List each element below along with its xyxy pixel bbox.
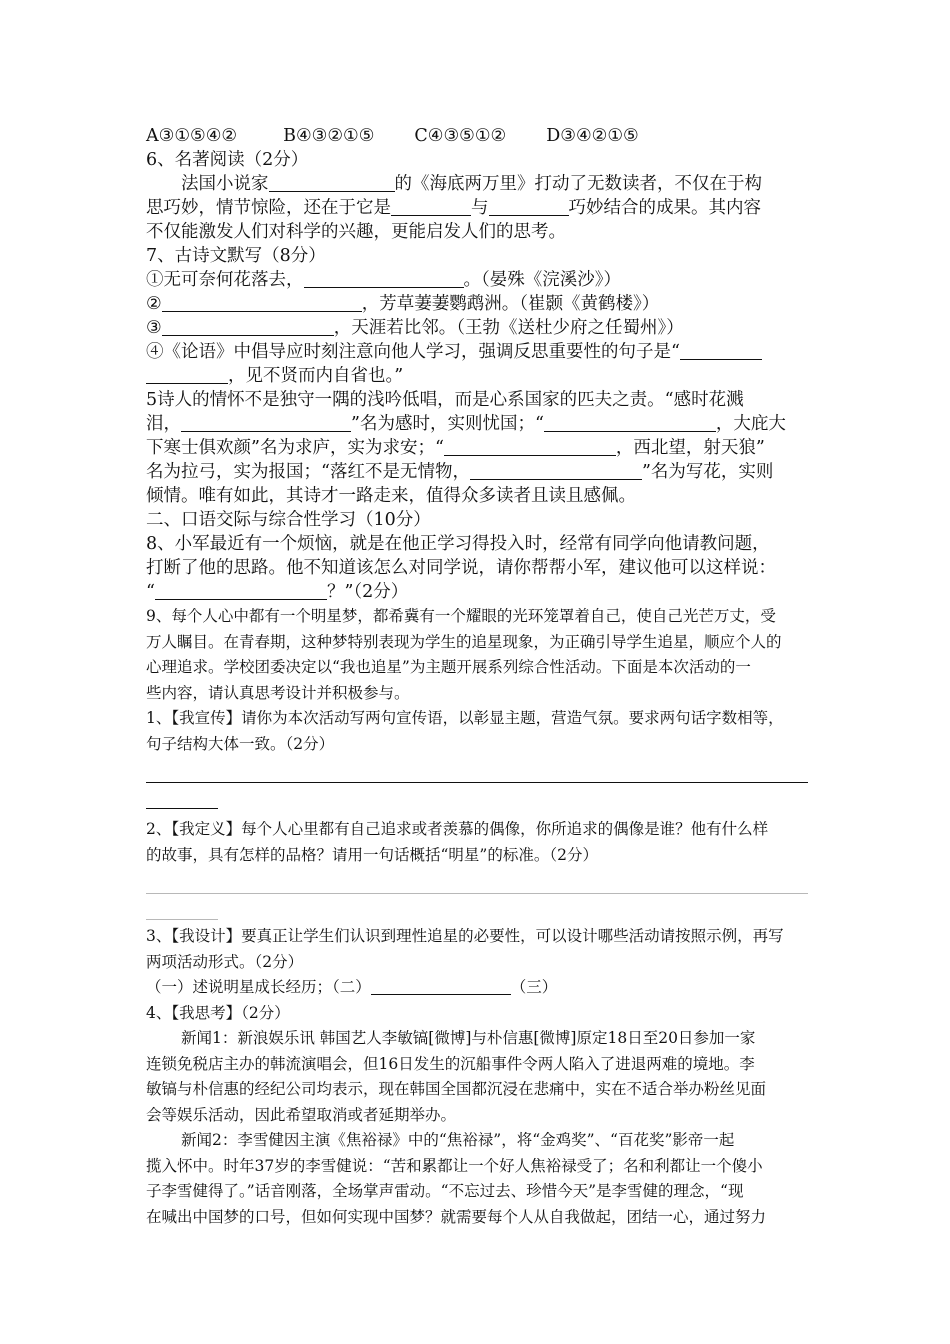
answer-blank[interactable]: [489, 198, 569, 216]
answer-blank[interactable]: [371, 977, 511, 995]
text: ②: [146, 294, 162, 314]
q7-title: 7、古诗文默写（8分）: [146, 246, 326, 266]
option-a: A③①⑤④②: [146, 126, 238, 146]
q7-item1: [146, 268, 808, 292]
text: ，西北望，射天狼”: [615, 438, 765, 458]
q5-options: [146, 124, 808, 148]
news2-line2: 揽入怀中。时年37岁的李雪健说：“苦和累都让一个好人焦裕禄受了；名和利都让一个傻小: [146, 1156, 763, 1175]
answer-blank[interactable]: [470, 462, 642, 480]
s3-line1: 3、【我设计】要真正让学生们认识到理性追星的必要性，可以设计哪些活动请按照示例，再写: [146, 927, 784, 945]
q9-line3: 心理追求。学校团委决定以“我也追星”为主题开展系列综合性活动。下面是本次活动的一: [146, 658, 751, 676]
text: 与: [471, 198, 489, 218]
s1-line2: 句子结构大体一致。（2分）: [146, 734, 335, 753]
text: ”名为感时，实则忧国；“: [351, 414, 544, 434]
text: 的《海底两万里》打动了无数读者，不仅在于构: [394, 174, 762, 194]
s2-line2: 的故事，具有怎样的品格？请用一句话概括“明星”的标准。（2分）: [146, 845, 598, 864]
text: ，天涯若比邻。（王勃《送杜少府之任蜀州》）: [333, 318, 684, 338]
s2-line1: 2、【我定义】每个人心里都有自己追求或者羡慕的偶像，你所追求的偶像是谁？他有什么样: [146, 820, 769, 838]
q7-item5-line5: 倾情。唯有如此，其诗才一路走来，值得众多读者且读且感佩。: [146, 486, 636, 506]
answer-blank[interactable]: [444, 438, 616, 456]
answer-blank[interactable]: [162, 294, 362, 312]
text: 。（晏殊《浣溪沙》）: [463, 270, 621, 290]
answer-blank[interactable]: [155, 582, 327, 600]
s3-line3: [146, 975, 808, 1001]
text: ？”（2分）: [326, 582, 409, 602]
text: （三）: [510, 978, 558, 996]
q8-line1: 8、小军最近有一个烦恼，就是在他正学习得投入时，经常有同学向他请教问题，: [146, 534, 770, 554]
text: 下寒士俱欢颜”名为求庐，实为求安；“: [146, 438, 444, 458]
answer-blank[interactable]: [146, 366, 228, 384]
q7-item5-line2: [146, 412, 808, 436]
text: ③: [146, 318, 162, 338]
text: ”名为写花，实则: [641, 462, 774, 482]
text: ，大庇大: [715, 414, 786, 434]
q6-title: 6、名著阅读（2分）: [146, 150, 309, 170]
news1-line2: 连锁免税店主办的韩流演唱会，但16日发生的沉船事件令两人陷入了进退两难的境地。李: [146, 1054, 755, 1073]
news2-line4: 在喊出中国梦的口号，但如何实现中国梦？就需要每个人从自我做起，团结一心，通过努力: [146, 1207, 767, 1226]
exam-page: [146, 124, 808, 1230]
text: 名为拉弓，实为报国；“落红不是无情物，: [146, 462, 470, 482]
text: ，见不贤而内自省也。”: [228, 366, 404, 386]
news2-line1: 新闻2：李雪健因主演《焦裕禄》中的“焦裕禄”，将“金鸡奖”、“百花奖”影帝一起: [181, 1131, 735, 1149]
section2-title: 二、口语交际与综合性学习（10分）: [146, 510, 431, 530]
q8-line2: 打断了他的思路。他不知道该怎么对同学说，请你帮帮小军，建议他可以这样说：: [146, 558, 776, 578]
q7-item4-line1: [146, 340, 808, 364]
option-b: B④③②①⑤: [283, 126, 375, 146]
answer-blank[interactable]: [680, 342, 762, 360]
q8-line3: [146, 580, 808, 604]
answer-blank[interactable]: [391, 198, 471, 216]
text: 思巧妙，情节惊险，还在于它是: [146, 198, 391, 218]
q7-item5-line1: 5诗人的情怀不是独守一隅的浅吟低唱，而是心系国家的匹夫之责。“感时花溅: [146, 390, 744, 410]
q7-item5-line4: [146, 460, 808, 484]
q9-line1: 9、每个人心中都有一个明星梦，都希冀有一个耀眼的光环笼罩着自己，使自己光芒万丈，受: [146, 607, 776, 625]
text: “: [146, 582, 155, 602]
option-d: D③④②①⑤: [546, 126, 639, 146]
answer-blank[interactable]: [544, 414, 716, 432]
q7-item3: [146, 316, 808, 340]
answer-blank[interactable]: [304, 270, 464, 288]
text: （一）述说明星成长经历；（二）: [146, 978, 371, 996]
q9-line2: 万人瞩目。在青春期，这种梦特别表现为学生的追星现象，为正确引导学生追星，顺应个人的: [146, 632, 782, 651]
q7-item2: [146, 292, 808, 316]
answer-blank[interactable]: [162, 318, 334, 336]
s3-line2: 两项活动形式。（2分）: [146, 952, 304, 971]
text: 法国小说家: [181, 174, 269, 194]
text: ，芳草萋萋鹦鹉洲。（崔颢《黄鹤楼》）: [361, 294, 660, 314]
option-c: C④③⑤①②: [414, 126, 507, 146]
answer-blank[interactable]: [181, 414, 351, 432]
q7-item5-line3: [146, 436, 808, 460]
text: 巧妙结合的成果。其内容: [568, 198, 761, 218]
news2-line3: 子李雪健得了。”话音刚落，全场掌声雷动。“不忘过去、珍惜今天”是李雪健的理念，“现: [146, 1182, 744, 1200]
text: ④《论语》中倡导应时刻注意向他人学习，强调反思重要性的句子是“: [146, 342, 680, 362]
q6-line3: 不仅能激发人们对科学的兴趣，更能启发人们的思考。: [146, 222, 566, 242]
text: 泪，: [146, 414, 181, 434]
s1-line1: 1、【我宣传】请你为本次活动写两句宣传语，以彰显主题，营造气氛。要求两句话字数相等，: [146, 709, 784, 727]
answer-blank[interactable]: [269, 174, 395, 192]
q9-line4: 些内容，请认真思考设计并积极参与。: [146, 683, 410, 702]
text: ①无可奈何花落去，: [146, 270, 304, 290]
q7-item4-line2: [146, 364, 808, 388]
news1-line1: 新闻1：新浪娱乐讯 韩国艺人李敏镐[微博]与朴信惠[微博]原定18日至20日参加一家: [181, 1029, 756, 1047]
s4-title: 4、【我思考】（2分）: [146, 1003, 290, 1022]
q6-line1: [146, 172, 808, 196]
news1-line3: 敏镐与朴信惠的经纪公司均表示，现在韩国全国都沉浸在悲痛中，实在不适合举办粉丝见面: [146, 1080, 767, 1098]
news1-line4: 会等娱乐活动，因此希望取消或者延期举办。: [146, 1105, 457, 1124]
q6-line2: [146, 196, 808, 220]
